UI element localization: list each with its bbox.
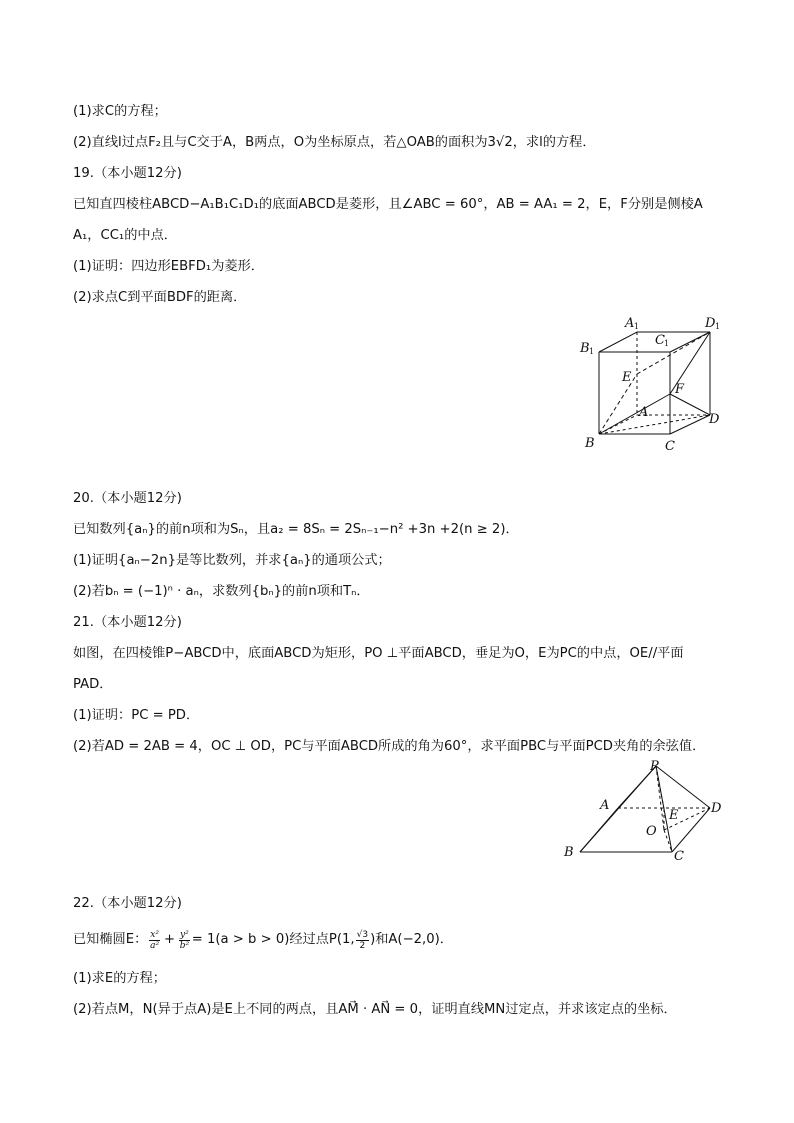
fraction-sqrt3: √3 2: [356, 929, 369, 951]
q21-part2: (2)若AD = 2AB = 4，OC ⊥ OD，PC与平面ABCD所成的角为60°，求平面PBC与平面PCD夹角的余弦值．: [73, 739, 706, 754]
q22-stem: 已知椭圆E： x² a² + $\frac{\text{y²}}{\text{b²}}$ = 1(a > b > 0)经过点P(1, √3 2 )和A(−2,0)．: [73, 929, 453, 951]
q18-part2: (2)直线l过点F₂且与C交于A，B两点，O为坐标原点，若△OAB的面积为3√2，求l的方程．: [73, 135, 596, 150]
label-p: P: [650, 759, 659, 774]
q22-header: 22.（本小题12分): [73, 896, 182, 911]
label-d: D: [709, 412, 720, 427]
label-a1: A: [625, 316, 635, 331]
q18-part1: (1)求C的方程；: [73, 104, 167, 119]
q21-part1: (1)证明：PC = PD．: [73, 708, 200, 723]
prism-figure: [575, 312, 735, 460]
label-b: B: [585, 436, 595, 451]
q19-stem-line1: 已知直四棱柱ABCD−A₁B₁C₁D₁的底面ABCD是菱形，且∠ABC = 60°，AB = AA₁ = 2，E，F分别是侧棱A: [73, 197, 703, 212]
svg-text:1: 1: [634, 322, 640, 331]
fraction-x: x² a²: [150, 929, 160, 951]
label-po: O: [646, 824, 657, 839]
q22-part1: (1)求E的方程；: [73, 971, 166, 986]
label-e: E: [622, 370, 632, 385]
label-c: C: [665, 439, 675, 454]
q20-header: 20.（本小题12分): [73, 491, 182, 506]
q19-part1: (1)证明：四边形EBFD₁为菱形．: [73, 259, 264, 274]
svg-text:1: 1: [589, 347, 595, 356]
label-b1: B: [580, 341, 590, 356]
label-pc: C: [674, 849, 684, 864]
q19-part2: (2)求点C到平面BDF的距离．: [73, 290, 247, 305]
q20-part2: (2)若bₙ = (−1)ⁿ · aₙ，求数列{bₙ}的前n项和Tₙ．: [73, 584, 370, 599]
svg-text:1: 1: [664, 339, 670, 348]
label-pa: A: [600, 798, 610, 813]
q22-part2: (2)若点M，N(异于点A)是E上不同的两点，且AM⃗ · AN⃗ = 0，证明直线MN过定点，并求该定点的坐标．: [73, 1002, 677, 1017]
label-f: F: [675, 382, 685, 397]
fraction-y: $\frac{\text{y²}}{\text{b²}}$: [179, 929, 190, 951]
label-a: A: [639, 405, 649, 420]
q20-part1: (1)证明{aₙ−2n}是等比数列，并求{aₙ}的通项公式；: [73, 553, 391, 568]
q20-stem: 已知数列{aₙ}的前n项和为Sₙ，且a₂ = 8Sₙ = 2Sₙ₋₁−n² +3n +2(n ≥ 2)．: [73, 522, 519, 537]
label-pd: D: [711, 801, 722, 816]
label-c1: C: [655, 333, 665, 348]
label-pe: E: [669, 808, 679, 823]
q21-stem-line2: PAD．: [73, 677, 113, 692]
svg-text:1: 1: [715, 322, 721, 331]
label-d1: D: [705, 316, 716, 331]
q19-header: 19.（本小题12分): [73, 166, 182, 181]
q19-stem-line2: A₁，CC₁的中点．: [73, 228, 177, 243]
q21-stem-line1: 如图，在四棱锥P−ABCD中，底面ABCD为矩形，PO ⊥平面ABCD，垂足为O，E为PC的中点，OE//平面: [73, 646, 684, 661]
pyramid-figure: [560, 758, 730, 866]
label-pb: B: [564, 845, 574, 860]
q21-header: 21.（本小题12分): [73, 615, 182, 630]
